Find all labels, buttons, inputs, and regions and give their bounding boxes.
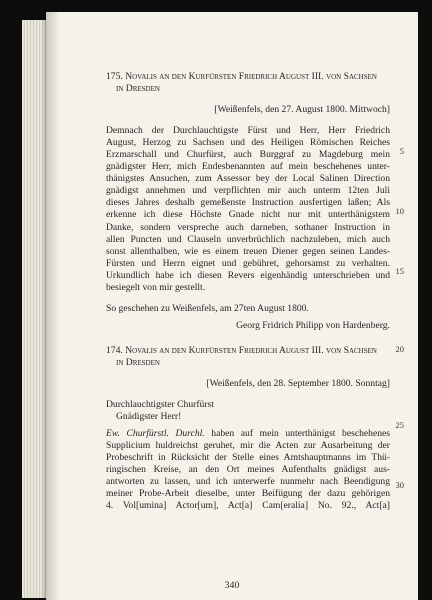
letter-175-heading-cont: in Dresden — [116, 83, 160, 95]
letter-175-signature: Georg Fridrich Philipp von Hardenberg. — [236, 319, 390, 331]
body-line: 4. Vol[umina] Actor[um], Act[a] Cam[eralia] No. 92., Act[a] — [106, 500, 390, 512]
letter-175-body — [106, 125, 390, 294]
body-line: meiner Probe-Arbeit dieselbe, unter Beifügung der dazu gehörigen — [106, 488, 390, 500]
body-line: antworten zu lassen, und ich unterwerfe nunmehr nach Beendigung — [106, 476, 390, 488]
body-line — [106, 428, 390, 440]
body-line: besiegelt von mir gestellt. — [106, 281, 206, 293]
body-line: Urkundlich habe ich diesen Revers eigenhändig unterschrieben und — [106, 269, 390, 281]
page-number: 340 — [224, 580, 240, 591]
body-line: sonst allenthalben, wie es einem treuen Diener gegen seinen Landes- — [106, 245, 390, 257]
body-line: Fürsten und Herrn eignet und gebühret, gehorsamst zu verhalten. — [106, 257, 390, 269]
book-page — [46, 12, 418, 600]
letter-174-salutation: Durchlauchtigster Churfürst — [106, 399, 214, 411]
body-line: allen Puncten und Clauseln unverbrüchlich nachzuleben, mich auch — [106, 233, 390, 245]
italic-address: Ew. Churfürstl. Durchl. — [106, 428, 205, 440]
body-line: thänigstes Ansuchen, zum Assessor bey der Local Salinen Direction — [106, 173, 390, 185]
letter-174-dateline: [Weißenfels, den 28. September 1800. Sonntag] — [206, 377, 390, 389]
letter-174-heading-cont: in Dresden — [116, 356, 160, 368]
letter-175-closing: So geschehen zu Weißenfels, am 27ten August 1800. — [106, 302, 309, 314]
letter-174-heading: 174. Novalis an den Kurfürsten Friedrich August III. von Sachsen — [106, 344, 377, 356]
letter-174-salutation-cont: Gnädigster Herr! — [116, 411, 182, 423]
body-line: dieses Jahres deshalb gemeßenste Instruction ausfertigen laßen; Als — [106, 197, 390, 209]
body-line: gnädigst annehmen und verpflichten mir auch unterm 12ten Juli — [106, 185, 390, 197]
body-line: Demnach der Durchlauchtigste Fürst und Herr, Herr Friedrich — [106, 125, 390, 137]
body-line: Probeschrift in Rücksicht der Stelle eines Amtshauptmanns im Thü- — [106, 452, 390, 464]
line-number: 10 — [395, 206, 404, 216]
body-line: gnädigster Herr, mich Endesbenannten auf mein beschehenes unter- — [106, 161, 390, 173]
line-number: 15 — [395, 266, 404, 276]
line-number: 20 — [395, 344, 404, 354]
body-line: August, Herzog zu Sachsen und des Heiligen Römischen Reiches — [106, 137, 390, 149]
body-line: ringischen Kreise, an den Ort meines Aufenthalts gnädigst aus- — [106, 464, 390, 476]
spine-shadow — [46, 12, 60, 600]
letter-175-heading: 175. Novalis an den Kurfürsten Friedrich August III. von Sachsen — [106, 71, 377, 82]
line-number: 30 — [395, 480, 404, 490]
line-number: 5 — [399, 146, 404, 156]
body-line: Danke, sondern verspreche auch darneben, sothaner Instruction in — [106, 221, 390, 233]
line-number: 25 — [395, 420, 404, 430]
body-line: Erzmarschall und Churfürst, auch Burggraf zu Magdeburg mein — [106, 149, 390, 161]
body-line-rest: haben auf mein unterthänigst beschehenes — [204, 428, 390, 440]
letter-175-dateline: [Weißenfels, den 27. August 1800. Mittwoch] — [214, 104, 390, 116]
letter-174-body — [106, 428, 390, 512]
body-line: Supplicium huldreichst geruhet, mir die Acten zur Ausarbeitung der — [106, 440, 390, 452]
body-line: erkenne ich diese Höchste Gnade nicht nur mit unterthänigstem — [106, 209, 390, 221]
page-text — [106, 12, 390, 512]
